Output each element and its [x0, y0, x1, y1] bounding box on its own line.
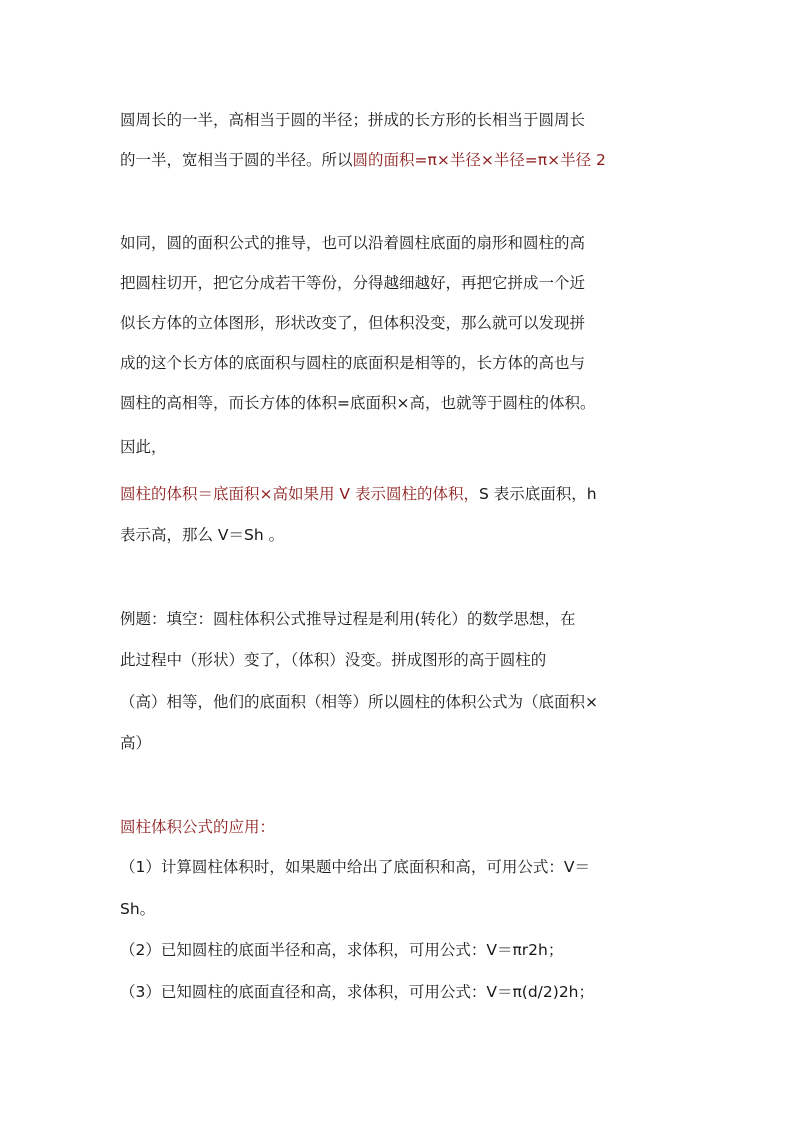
para1-line1: 圆周长的一半，高相当于圆的半径；拼成的长方形的长相当于圆周长 [120, 111, 586, 129]
para2-line4: 成的这个长方体的底面积与圆柱的底面积是相等的，长方体的高也与 [120, 354, 586, 372]
para2-line3: 似长方体的立体图形，形状改变了，但体积没变，那么就可以发现拼 [120, 314, 586, 332]
application-item1-cont: Sh。 [120, 900, 156, 918]
application-item1: （1）计算圆柱体积时，如果题中给出了底面积和高，可用公式：V＝ [120, 858, 590, 876]
application-item2: （2）已知圆柱的底面半径和高，求体积，可用公式：V＝πr2h； [120, 941, 564, 959]
para1-line2 [120, 150, 606, 170]
cylinder-volume-formula-line1 [120, 484, 597, 504]
example-line3: （高）相等，他们的底面积（相等）所以圆柱的体积公式为（底面积× [120, 693, 598, 711]
para1-line2-prefix: 的一半，宽相当于圆的半径。所以 [120, 151, 353, 169]
cylinder-volume-formula-line2: 表示高，那么 V＝Sh 。 [120, 526, 285, 544]
application-item3: （3）已知圆柱的底面直径和高，求体积，可用公式：V＝π(d/2)2h； [120, 983, 595, 1001]
cylinder-volume-formula: 圆柱的体积＝底面积×高如果用 V 表示圆柱的体积， [120, 485, 479, 503]
para2-line2: 把圆柱切开，把它分成若干等份，分得越细越好，再把它拼成一个近 [120, 274, 586, 292]
formula-rest: S 表示底面积，h [478, 485, 597, 503]
example-line2: 此过程中（形状）变了，（体积）没变。拼成图形的高于圆柱的 [120, 651, 547, 669]
para2-line5: 圆柱的高相等，而长方体的体积=底面积×高，也就等于圆柱的体积。 [120, 394, 596, 412]
para2-line1: 如同，圆的面积公式的推导，也可以沿着圆柱底面的扇形和圆柱的高 [120, 234, 586, 252]
application-heading: 圆柱体积公式的应用： [120, 818, 276, 836]
para2-line6: 因此， [120, 438, 167, 456]
circle-area-formula: 圆的面积=π×半径×半径=π×半径 2 [352, 151, 606, 169]
example-line4: 高） [120, 734, 152, 752]
example-line1: 例题：填空：圆柱体积公式推导过程是利用(转化）的数学思想，在 [120, 610, 576, 628]
